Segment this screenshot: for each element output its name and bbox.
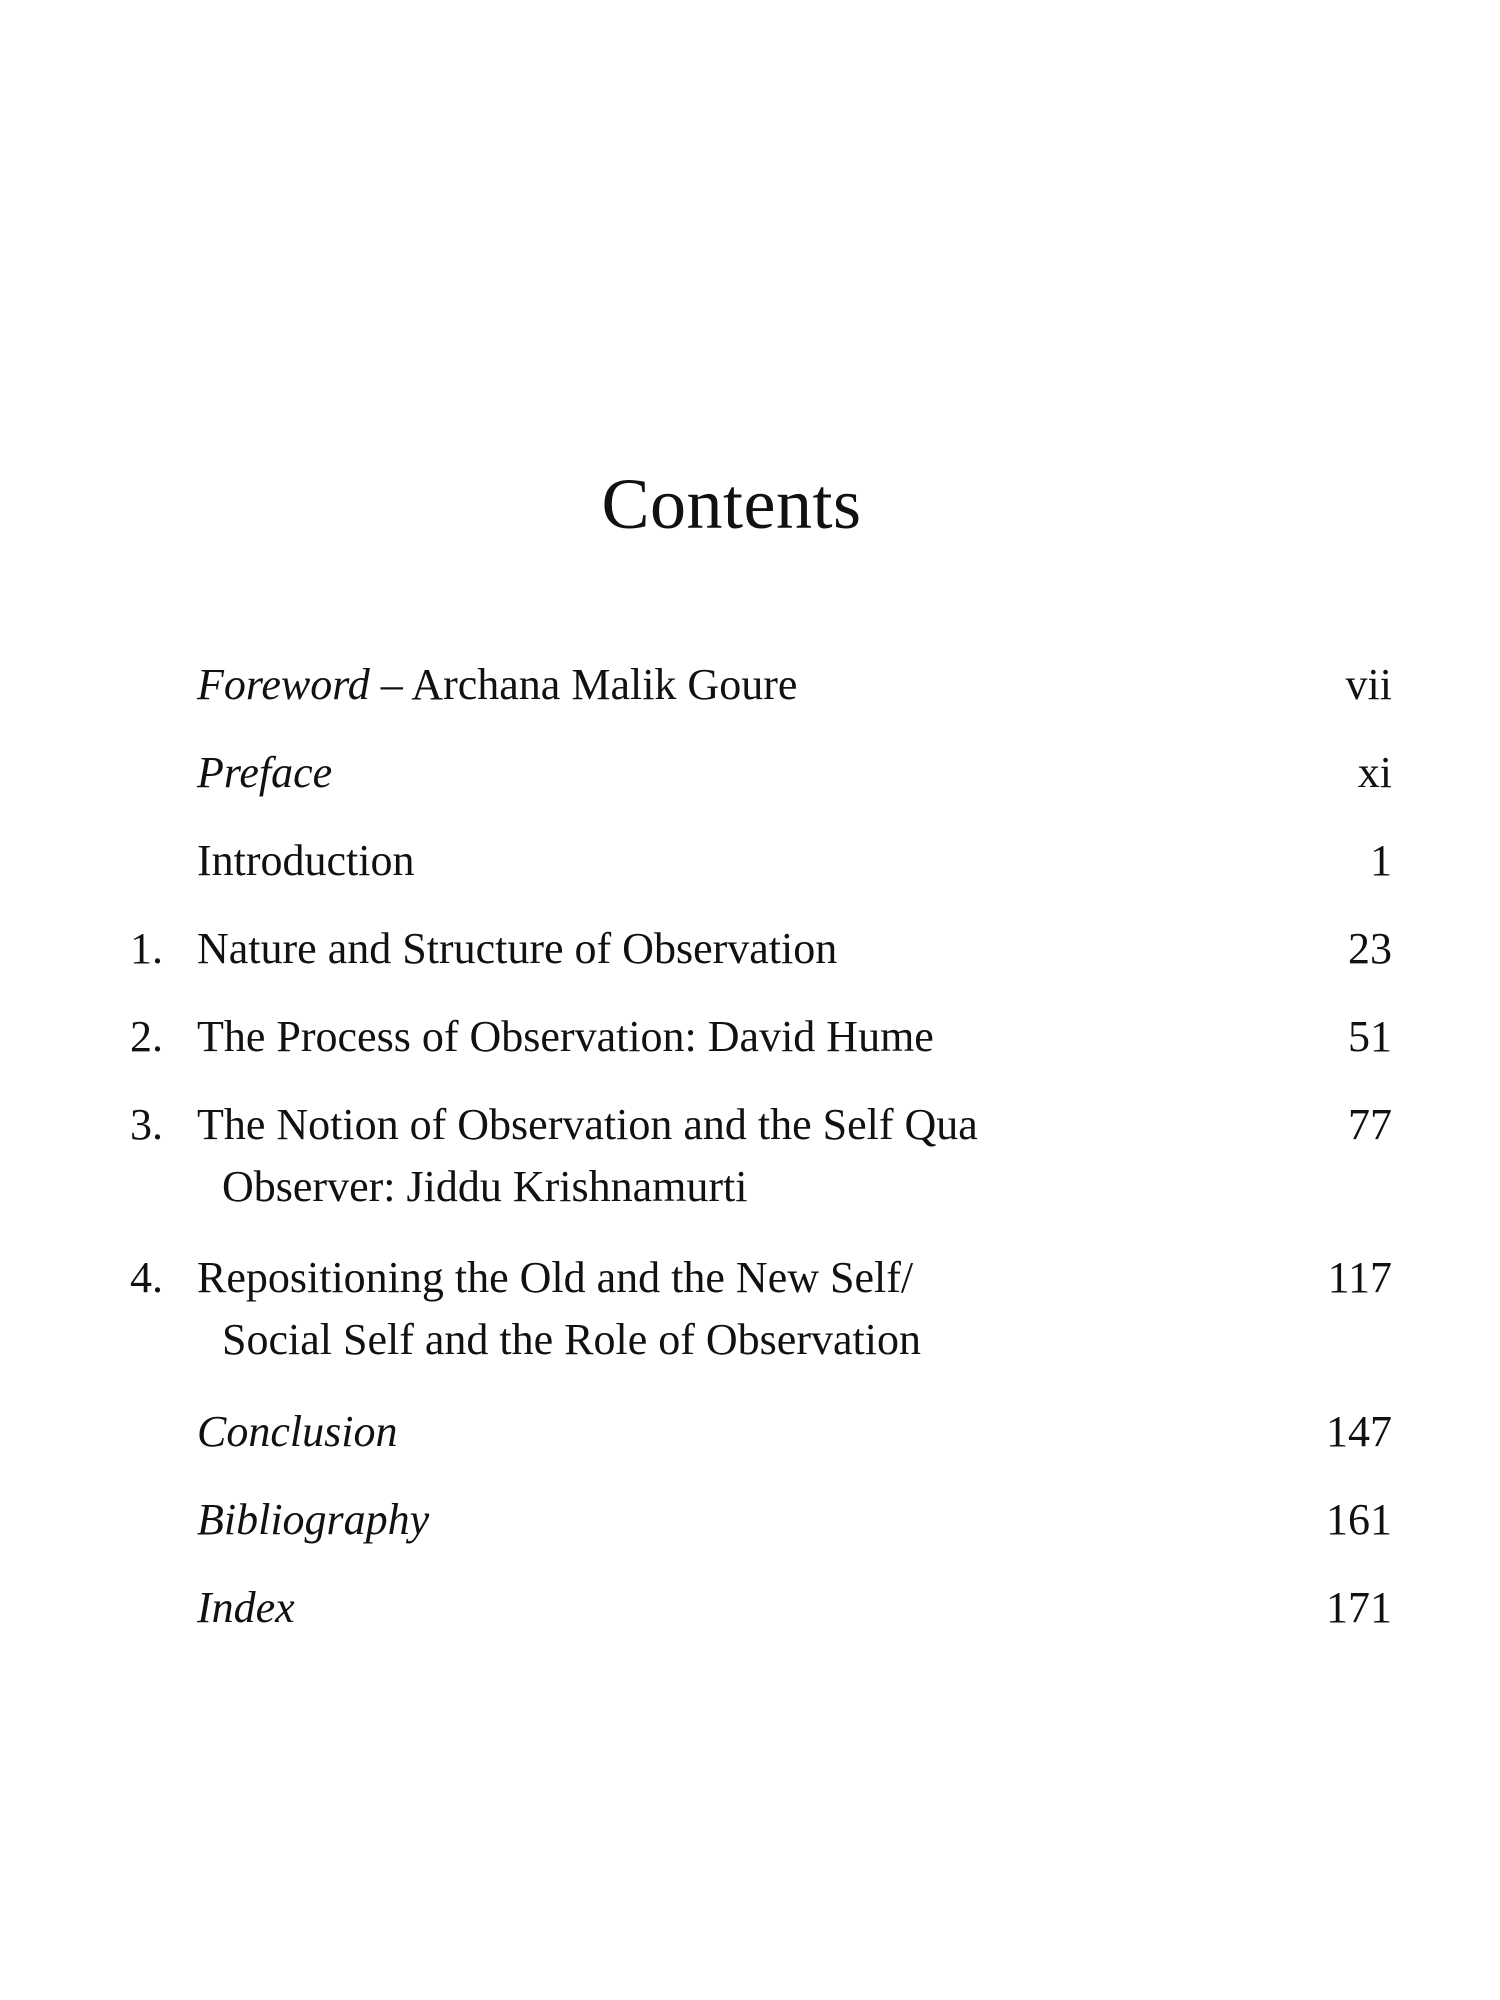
toc-entry-number: 2. bbox=[130, 1012, 163, 1061]
toc-entry-page: 77 bbox=[1348, 1100, 1392, 1149]
toc-entry-page: 171 bbox=[1326, 1583, 1392, 1632]
toc-entry-title bbox=[197, 1247, 1197, 1371]
toc-entry-number: 1. bbox=[130, 924, 163, 973]
toc-entry-title-line: The Notion of Observation and the Self Qua bbox=[197, 1100, 978, 1149]
toc-entry-page: 23 bbox=[1348, 924, 1392, 973]
toc-entry-page: vii bbox=[1345, 660, 1392, 709]
toc-entry-page: xi bbox=[1357, 748, 1392, 797]
toc-entry-title: Nature and Structure of Observation bbox=[197, 924, 838, 973]
page-title: Contents bbox=[601, 464, 862, 544]
toc-entry-title-rest: – Archana Malik Goure bbox=[369, 660, 798, 709]
toc-entry-page: 161 bbox=[1326, 1495, 1392, 1544]
toc-entry-title bbox=[197, 654, 1197, 716]
toc-entry-title: Introduction bbox=[197, 836, 415, 885]
toc-entry-page: 1 bbox=[1370, 836, 1392, 885]
toc-entry-title: Index bbox=[197, 1583, 295, 1632]
toc-entry-page: 147 bbox=[1326, 1407, 1392, 1456]
toc-entry-title-line: Social Self and the Role of Observation bbox=[222, 1315, 921, 1364]
toc-entry-title: Conclusion bbox=[197, 1407, 398, 1456]
toc-entry-page: 51 bbox=[1348, 1012, 1392, 1061]
toc-entry-title: The Process of Observation: David Hume bbox=[197, 1012, 934, 1061]
toc-entry-title-italic: Foreword bbox=[197, 660, 370, 709]
toc-entry-title-line: Observer: Jiddu Krishnamurti bbox=[222, 1162, 748, 1211]
toc-entry-number: 4. bbox=[130, 1253, 163, 1302]
toc-entry-title: Preface bbox=[197, 748, 333, 797]
toc-entry-title bbox=[197, 1094, 1197, 1218]
toc-entry-title: Bibliography bbox=[197, 1495, 430, 1544]
toc-entry-page: 117 bbox=[1327, 1253, 1392, 1302]
toc-entry-number: 3. bbox=[130, 1100, 163, 1149]
toc-entry-title-line: Repositioning the Old and the New Self/ bbox=[197, 1253, 914, 1302]
